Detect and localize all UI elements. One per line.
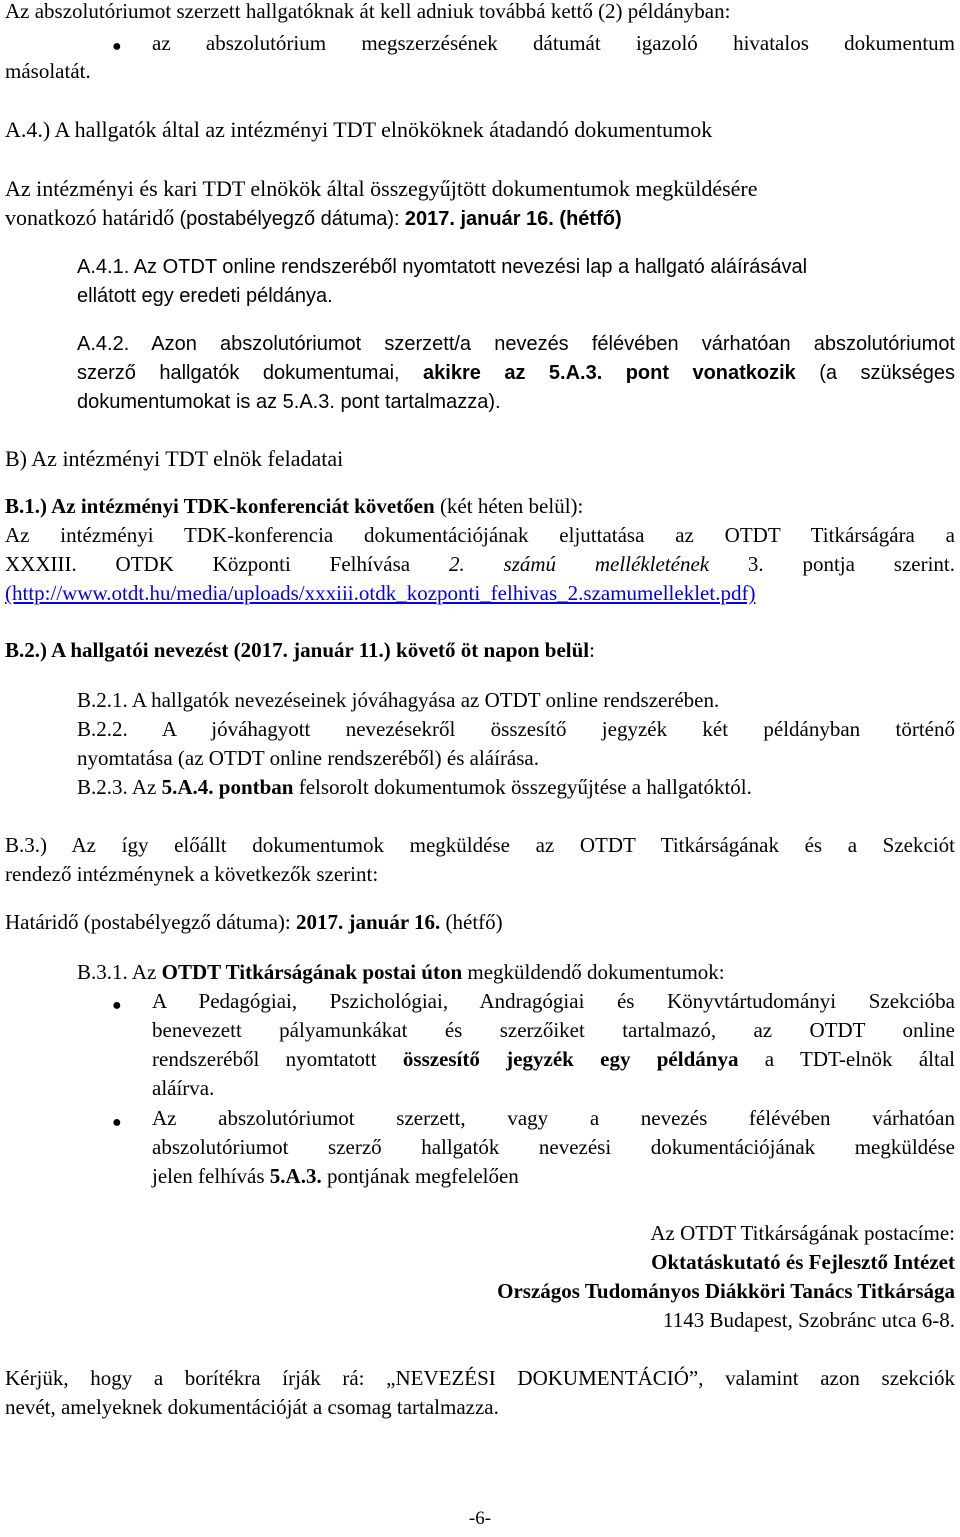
a4-deadline-label: vonatkozó határidő [5,205,175,230]
a4-deadline-line2 [5,203,622,234]
b23-prefix: B.2.3. Az [77,775,157,799]
b2-heading-bold: B.2.) A hallgatói nevezést (2017. január 11.) követő öt napon belül [5,638,590,662]
b31-bold: OTDT Titkárságának postai úton [161,960,463,984]
bullet1-line4: aláírva. [152,1076,215,1100]
page-number: -6- [468,1508,492,1529]
bullet1-line1: A Pedagógiai, Pszichológiai, Andragógiai és Könyvtártudományi Szekcióba [152,989,955,1013]
section-b-heading: B) Az intézményi TDT elnök feladatai [5,446,344,471]
a4-item1-line2: ellátott egy eredeti példánya. [77,285,333,307]
address-street: 1143 Budapest, Szobránc utca 6-8. [663,1308,955,1332]
a4-item2-text: szerző hallgatók dokumentumai, [77,362,400,384]
b1-line2: Az intézményi TDK-konferencia dokumentációjának eljuttatása az OTDT Titkárságára a [5,523,955,547]
b31-az: Az [131,960,157,984]
a4-deadline-label-b: (postabélyegző dátuma): [179,208,400,230]
bullet2-line1: Az abszolutóriumot szerzett, vagy a nevezés félévében várhatóan [152,1106,955,1130]
address-label: Az OTDT Titkárságának postacíme: [650,1221,955,1245]
bullet1-l3-bold: összesítő jegyzék egy példánya [402,1047,739,1071]
bullet1-l3-c: a TDT-elnök által [764,1047,956,1071]
a4-deadline-date: 2017. január 16. (hétfő) [404,208,622,230]
b22-line2: nyomtatása (az OTDT online rendszeréből) és aláírása. [77,746,539,770]
bullet2-line3 [152,1162,519,1191]
b3-deadline-date: 2017. január 16. [295,910,441,934]
bullet1-l3-a: rendszeréből nyomtatott [152,1047,377,1071]
bullet2-l3-bold: 5.A.3. [269,1164,322,1188]
b2-heading-colon: : [589,638,595,662]
a4-item2-line3: dokumentumokat is az 5.A.3. pont tartalmazza). [77,391,501,413]
b3-deadline-label: Határidő (postabélyegző dátuma): [5,910,291,934]
b3-line1: B.3.) Az így előállt dokumentumok megküldése az OTDT Titkárságának és a Szekciót [5,833,955,857]
b23-tail: felsorolt dokumentumok összegyűjtése a hallgatóktól. [298,775,752,799]
address-org1: Oktatáskutató és Fejlesztő Intézet [651,1250,955,1274]
bullet2-line2: abszolutóriumot szerző hallgatók nevezési dokumentációjának megküldése [152,1135,955,1159]
b22-line1: B.2.2. A jóváhagyott nevezésekről összesítő jegyzék két példányban történő [77,717,955,741]
intro-line: Az abszolutóriumot szerzett hallgatóknak át kell adniuk továbbá kettő (2) példányban: [5,0,731,23]
bullet2-l3-c: pontjának megfelelően [326,1164,519,1188]
b31-tail: megküldendő dokumentumok: [467,960,725,984]
b1-felhivas: XXXIII. OTDK Központi Felhívása [5,552,411,576]
b1-pontja: 3. pontja szerint. [747,552,955,576]
bullet2-l3-a: jelen felhívás [152,1164,265,1188]
section-a4-heading: A.4.) A hallgatók által az intézményi TDT elnököknek átadandó dokumentumok [5,117,713,142]
b31-line [77,958,725,987]
b3-deadline [5,908,503,937]
a4-item2-line1: A.4.2. Azon abszolutóriumot szerzett/a nevezés félévében várhatóan abszolutóriumot [77,333,955,355]
intro-bullet-text: az abszolutórium megszerzésének dátumát igazoló hivatalos dokumentum [152,31,955,55]
bullet-icon: ● [112,38,122,55]
b1-melleklet: 2. számú mellékletének [448,552,710,576]
bullet-icon: ● [112,1114,122,1131]
b1-link[interactable] [5,579,755,608]
closing-line2: nevét, amelyeknek dokumentációját a csomag tartalmazza. [5,1395,499,1419]
a4-item1-line1: A.4.1. Az OTDT online rendszeréből nyomtatott nevezési lap a hallgató aláírásával [77,256,808,278]
a4-item2-tail: (a szükséges [819,362,955,384]
b3-deadline-day: (hétfő) [445,910,503,934]
b23-bold: 5.A.4. pontban [161,775,294,799]
b1-line3 [5,550,955,579]
b31-number: B.3.1. [77,960,128,984]
b1-heading-tail: (két héten belül): [439,494,584,518]
bullet1-line2: benevezett pályamunkákat és szerzőiket tartalmazó, az OTDT online [152,1018,955,1042]
closing-line1: Kérjük, hogy a borítékra írják rá: „NEVEZÉSI DOKUMENTÁCIÓ”, valamint azon szekciók [5,1366,955,1390]
b3-line2: rendező intézménynek a következők szerint: [5,862,379,886]
b21-line: B.2.1. A hallgatók nevezéseinek jóváhagyása az OTDT online rendszerében. [77,688,720,712]
a4-item2-bold: akikre az 5.A.3. pont vonatkozik [423,362,796,384]
b1-link-text[interactable]: (http://www.otdt.hu/media/uploads/xxxiii.otdk_kozponti_felhivas_2.szamumelleklet.pdf) [5,581,756,605]
b2-heading [5,636,595,665]
a4-item2-line2 [77,359,955,388]
intro-bullet-continuation: másolatát. [5,59,91,83]
b23-line [77,773,752,802]
b1-heading: B.1.) Az intézményi TDK-konferenciát követően [5,494,435,518]
b1-line1 [5,492,583,521]
bullet1-line3 [152,1045,955,1074]
bullet-icon: ● [112,997,122,1014]
a4-deadline-line1: Az intézményi és kari TDT elnökök által összegyűjtött dokumentumok megküldésére [5,176,758,201]
address-org2: Országos Tudományos Diákköri Tanács Titkársága [497,1279,955,1303]
